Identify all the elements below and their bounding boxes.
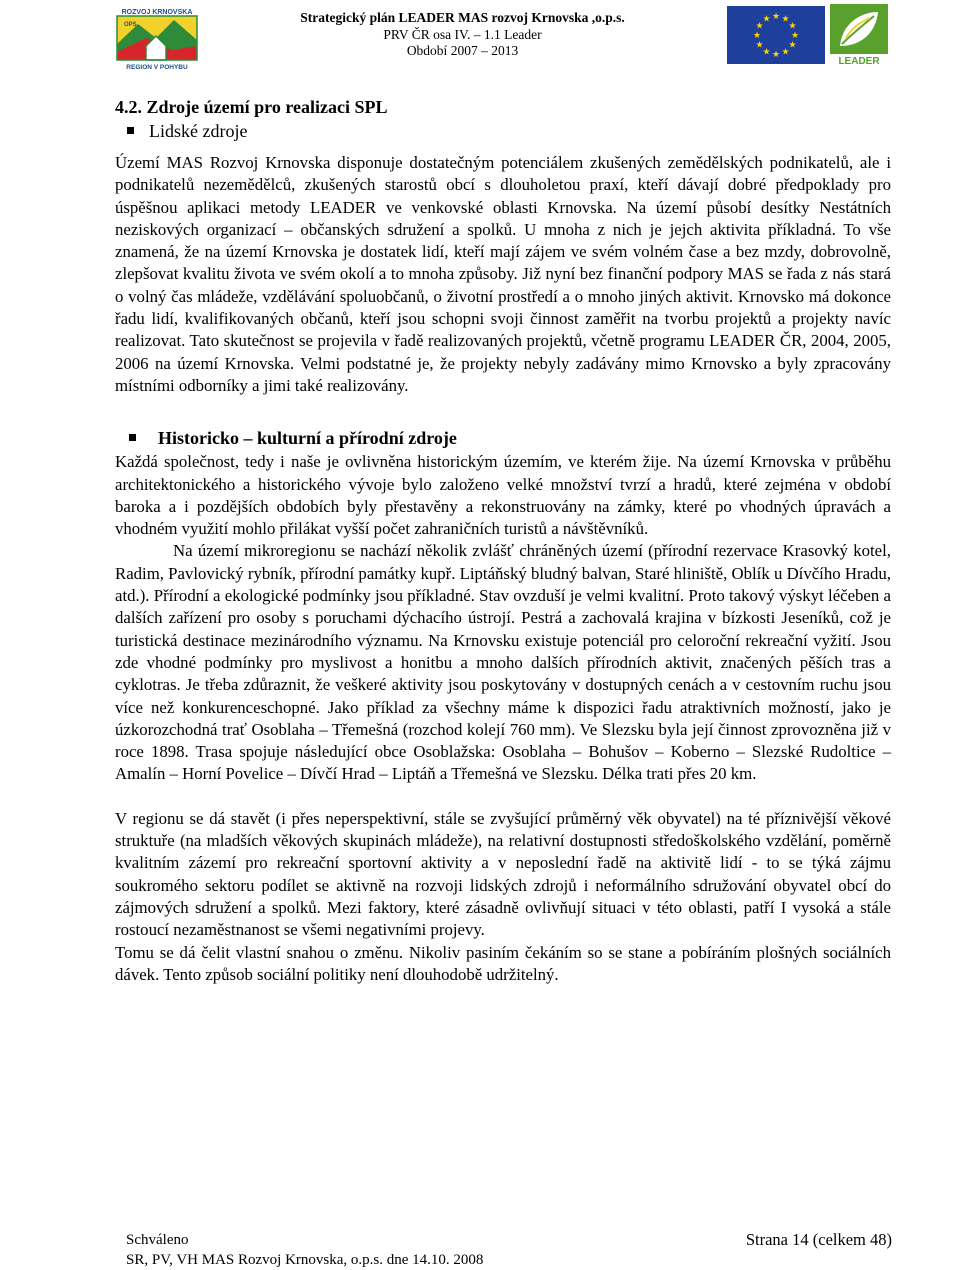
footer-approved-by: SR, PV, VH MAS Rozvoj Krnovska, o.p.s. dne 14.10. 2008 (126, 1252, 484, 1268)
page-number: Strana 14 (celkem 48) (745, 1230, 892, 1249)
paragraph-human-resources: Území MAS Rozvoj Krnovska disponuje dostatečným potenciálem zkušených zemědělských podnikatelů, ale i podnikatelů nezemědělců, zkušených starostů obcí s dlouholetou praxí, kteří dávají dobré předpoklady pro úspěšnou aplikaci metody LEADER ve venkovské oblasti Krnovska. Na území působí desítky Nestátních neziskových organizací – občanských sdružení a spolků. U mnoha z nich je jejch aktivita příkladná. To vše znamená, že na území Krnovska je dostatek lidí, kteří mají zájem ve svém volném čase a bez mzdy, dobrovolně, zlepšovat kvalitu života ve svém okolí a to mnoha způsoby. Již nyní bez finanční podpory MAS se řada z nás stará o volný čas mládeže, vzdělávání spoluobčanů, o životní prostředí a o mnoho jiných aktivit. Krnovsko má dokonce řadu lidí, kvalifikovaných občanů, kteří jsou schopni svoji činnost zaměřit na tvorbu projektů a projekty navíc realizovat. Tato skutečnost se projevila v řadě realizovaných projektů, včetně programu LEADER ČR, 2004, 2005, 2006 na území Krnovska. Velmi podstatné je, že projekty nebyly zadávány mimo Krnovsko a byly zpracovány místními odborníky a jimi také realizovány. (115, 153, 891, 395)
eu-star-icon: ★ (762, 14, 771, 25)
eu-star-icon: ★ (788, 21, 797, 32)
eu-star-icon: ★ (790, 31, 800, 42)
eu-flag-icon (727, 6, 825, 64)
subsection-heading-text: Historicko – kulturní a přírodní zdroje (158, 428, 457, 449)
page-header (0, 0, 960, 80)
eu-star-icon: ★ (762, 47, 771, 58)
paragraph-historic: Každá společnost, tedy i naše je ovlivněna historickým územím, ve kterém žije. Na území Krnovska v průběhu architektonického a historického vývoje bylo založeno velké množství tvrzí a hradů, které zejména v období baroka a i pozdějších obdobích byly přestavěny a rekonstruovány na zámky, které po vhodných úpravách a vhodném využití mohlo přilákat vyšší počet zahraničních turistů a návštěvníků. (115, 452, 891, 539)
eu-flag-logo (727, 6, 825, 64)
subsection-heading-text: Lidské zdroje (149, 121, 248, 141)
leader-leaf-icon (830, 4, 888, 66)
page-footer (126, 1230, 892, 1270)
square-bullet-icon (127, 127, 134, 134)
section-title: 4.2. Zdroje území pro realizaci SPL (115, 97, 388, 117)
svg-text:OPS: OPS (124, 22, 137, 28)
eu-star-icon: ★ (788, 40, 797, 51)
subsection-heading-human-resources (115, 120, 891, 144)
footer-approved: Schváleno (126, 1232, 189, 1248)
eu-star-icon: ★ (781, 14, 790, 25)
header-line-1: Strategický plán LEADER MAS rozvoj Krnovska ,o.p.s. (300, 10, 625, 25)
eu-star-icon: ★ (771, 12, 781, 23)
leader-logo (830, 4, 888, 66)
svg-text:LEADER: LEADER (838, 56, 880, 66)
eu-star-icon: ★ (752, 31, 762, 42)
rozvoj-krnovska-logo (116, 6, 198, 72)
header-line-3: Období 2007 – 2013 (406, 43, 519, 58)
eu-star-icon: ★ (781, 47, 790, 58)
svg-text:ROZVOJ KRNOVSKA: ROZVOJ KRNOVSKA (121, 9, 193, 16)
eu-star-icon: ★ (755, 40, 764, 51)
header-line-2: PRV ČR osa IV. – 1.1 Leader (383, 26, 542, 42)
paragraph-nature: Na území mikroregionu se nachází několik zvlášť chráněných území (přírodní rezervace Krasovký kotel, Radim, Pavlovický rybník, přírodní památky kupř. Liptáňský bludný balvan, Staré hliniště, Oblík u Dívčího Hradu, atd.). Přírodní a ekologické podmínky jsou příkladné. Stav ovzduší je velmi kvalitní. Proto takový výskyt léčeben a dalších zařízení pro osoby s poruchami dýchacího ústrojí. Pestrá a zachovalá krajina v bízkosti Jeseníků, což je turistická destinace mezinárodního významu. Na Krnovsku existuje potenciál pro celoroční rekreační vyžití. Jsou zde vhodné podmínky pro myslivost a honitbu a mnoho dalších přírodních aktivit, značených pěších tras a cyklotras. Je třeba zdůraznit, že veškeré aktivity jsou poskytovány v dostupných cenách a v cestovním ruchu jsou více než konkurenceschopné. Jako příklad za všechny máme k dispozici řadu atraktivních možností, jako je úzkorozchodná trať Osoblaha – Třemešná (rozchod kolejí 760 mm). Ve Slezsku byla její činnost zprovozněna již v roce 1898. Trasa spojuje následující obce Osoblažska: Osoblaha – Bohušov – Koberno – Slezské Rudoltice – Amalín – Horní Povelice – Dívčí Hrad – Liptáň a Třemešná ve Slezsku. Délka trati přes 20 km. (115, 541, 891, 784)
square-bullet-icon (129, 434, 136, 441)
subsection-heading-historic-natural (115, 427, 891, 451)
eu-star-icon: ★ (755, 21, 764, 32)
header-title-block (230, 10, 695, 60)
paragraph-social-policy: Tomu se dá čelit vlastní snahou o změnu. Nikoliv pasiním čekáním so se stane a pobíráním plošných sociálních dávek. Tento způsob sociální politiky není dlouhodobě udržitelný. (115, 942, 891, 984)
eu-star-icon: ★ (771, 50, 781, 61)
rozvoj-krnovska-logo-icon (116, 6, 198, 72)
svg-text:REGION V POHYBU: REGION V POHYBU (126, 64, 188, 71)
paragraph-region: V regionu se dá stavět (i přes neperspektivní, stále se zvyšující průměrný věk obyvatel) na té příznivější věkové struktuře (na mladších věkových skupinách mládeže), na relativní dostupnosti středoškolského vzdělání, poměrně kvalitním zázemí pro rekreační sportovní aktivity a v neposlední řadě na aktivitě lidí - to se týká zájmu soukromého sektoru podílet se aktivně na rozvoji lidských zdrojů i neformálního sdružování obyvatel obcí do zájmových sdružení a spolků. Mezi faktory, které zásadně ovlivňují situaci v této oblasti, patří I vysoká a stále rostoucí nezaměstnanost se všemi negativními projevy. (115, 808, 891, 940)
main-content (115, 96, 891, 986)
